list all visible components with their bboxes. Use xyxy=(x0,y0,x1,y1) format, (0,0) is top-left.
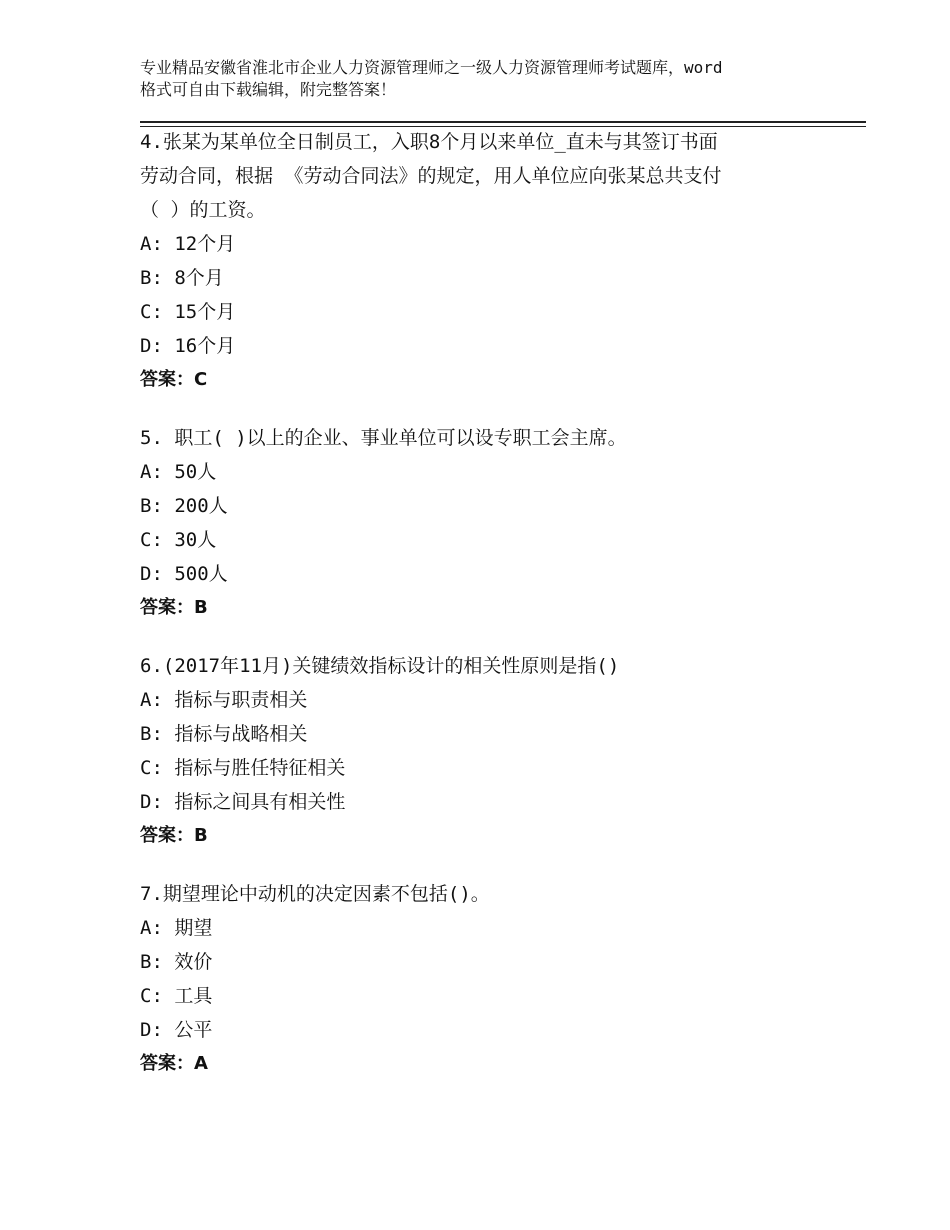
stem-line: 7.期望理论中动机的决定因素不包括()。 xyxy=(140,883,490,905)
stem-line: 6.(2017年11月)关键绩效指标设计的相关性原则是指() xyxy=(140,655,620,677)
stem-line: 5. 职工( )以上的企业、事业单位可以设专职工会主席。 xyxy=(140,427,627,449)
option-a: A: 期望 xyxy=(140,917,213,939)
answer: 答案：A xyxy=(140,1053,208,1074)
option-a: A: 50人 xyxy=(140,461,217,483)
stem-line: 劳动合同，根据 《劳动合同法》的规定，用人单位应向张某总共支付 xyxy=(140,165,722,187)
question-6 xyxy=(140,649,840,853)
question-stem xyxy=(140,877,840,911)
header-rule-thick xyxy=(140,121,866,123)
document-header xyxy=(140,57,830,101)
answer: 答案：B xyxy=(140,597,208,618)
answer: 答案：B xyxy=(140,825,208,846)
header-line-1: 专业精品安徽省淮北市企业人力资源管理师之一级人力资源管理师考试题库，word xyxy=(140,58,723,77)
option-c: C: 30人 xyxy=(140,529,217,551)
question-list xyxy=(140,125,840,1105)
answer: 答案：C xyxy=(140,369,208,390)
option-d: D: 500人 xyxy=(140,563,228,585)
stem-line: 4.张某为某单位全日制员工，入职8个月以来单位_直未与其签订书面 xyxy=(140,131,718,153)
question-7 xyxy=(140,877,840,1081)
option-b: B: 指标与战略相关 xyxy=(140,723,308,745)
option-c: C: 指标与胜任特征相关 xyxy=(140,757,346,779)
option-b: B: 效价 xyxy=(140,951,213,973)
question-5 xyxy=(140,421,840,625)
option-d: D: 指标之间具有相关性 xyxy=(140,791,346,813)
question-stem xyxy=(140,421,840,455)
option-c: C: 15个月 xyxy=(140,301,236,323)
option-a: A: 12个月 xyxy=(140,233,236,255)
header-line-2: 格式可自由下载编辑，附完整答案！ xyxy=(140,80,397,99)
option-b: B: 200人 xyxy=(140,495,228,517)
option-d: D: 公平 xyxy=(140,1019,213,1041)
option-c: C: 工具 xyxy=(140,985,213,1007)
option-b: B: 8个月 xyxy=(140,267,224,289)
option-d: D: 16个月 xyxy=(140,335,236,357)
stem-line: （ ）的工资。 xyxy=(140,199,266,221)
question-4 xyxy=(140,125,840,397)
question-stem xyxy=(140,649,840,683)
question-stem xyxy=(140,125,840,227)
option-a: A: 指标与职责相关 xyxy=(140,689,308,711)
